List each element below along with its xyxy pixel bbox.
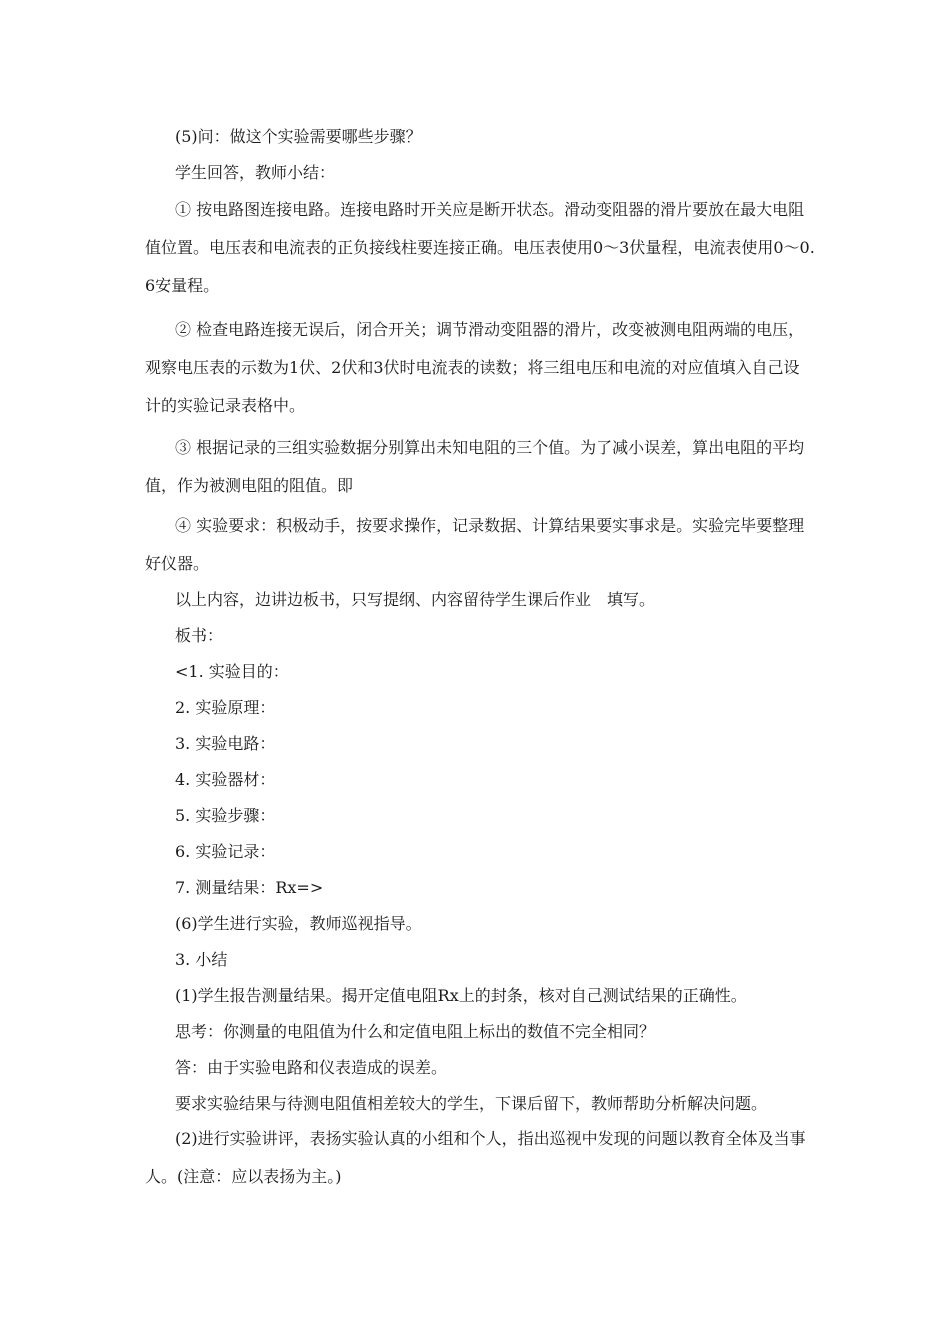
blackboard-title: 板书： [175, 626, 224, 645]
step-2-paragraph: ② 检查电路连接无误后，闭合开关；调节滑动变阻器的滑片，改变被测电阻两端的电压，观察电压表的示数为1伏、2伏和3伏时电流表的读数；将三组电压和电流的对应值填入自己设计的实验记录表格中。 [145, 320, 805, 415]
think-question: 思考：你测量的电阻值为什么和定值电阻上标出的数值不完全相同？ [175, 1022, 656, 1041]
blackboard-item: 2. 实验原理： [175, 698, 276, 717]
requirement-text: 要求实验结果与待测电阻值相差较大的学生，下课后留下，教师帮助分析解决问题。 [175, 1094, 768, 1113]
blackboard-item: 5. 实验步骤： [175, 806, 276, 825]
blackboard-note: 以上内容，边讲边板书，只写提纲、内容留待学生课后作业 填写。 [175, 590, 656, 609]
blackboard-item: 3. 实验电路： [175, 734, 276, 753]
blackboard-item: 7. 测量结果：Rx=> [175, 878, 324, 897]
step-3-paragraph: ③ 根据记录的三组实验数据分别算出未知电阻的三个值。为了减小误差，算出电阻的平均值，作为被测电阻的阻值。即 [145, 438, 805, 495]
blackboard-item: 6. 实验记录： [175, 842, 276, 861]
step-1-paragraph: ① 按电路图连接电路。连接电路时开关应是断开状态。滑动变阻器的滑片要放在最大电阻值位置。电压表和电流表的正负接线柱要连接正确。电压表使用0～3伏量程，电流表使用0～0.6安量程。 [145, 200, 815, 295]
blackboard-item: 4. 实验器材： [175, 770, 276, 789]
think-answer: 答：由于实验电路和仪表造成的误差。 [175, 1058, 448, 1077]
summary-item-1: (1)学生报告测量结果。揭开定值电阻Rx上的封条，核对自己测试结果的正确性。 [175, 986, 747, 1005]
question-6: (6)学生进行实验，教师巡视指导。 [175, 914, 422, 933]
summary-item-2-paragraph: (2)进行实验讲评，表扬实验认真的小组和个人，指出巡视中发现的问题以教育全体及当事人。(注意：应以表扬为主。) [145, 1129, 806, 1186]
question-5: (5)问：做这个实验需要哪些步骤？ [175, 127, 422, 146]
answer-intro: 学生回答，教师小结： [175, 163, 336, 182]
summary-heading: 3. 小结 [175, 950, 228, 969]
step-4-paragraph: ④ 实验要求：积极动手，按要求操作，记录数据、计算结果要实事求是。实验完毕要整理好仪器。 [145, 516, 805, 573]
blackboard-item: <1. 实验目的： [175, 662, 289, 681]
